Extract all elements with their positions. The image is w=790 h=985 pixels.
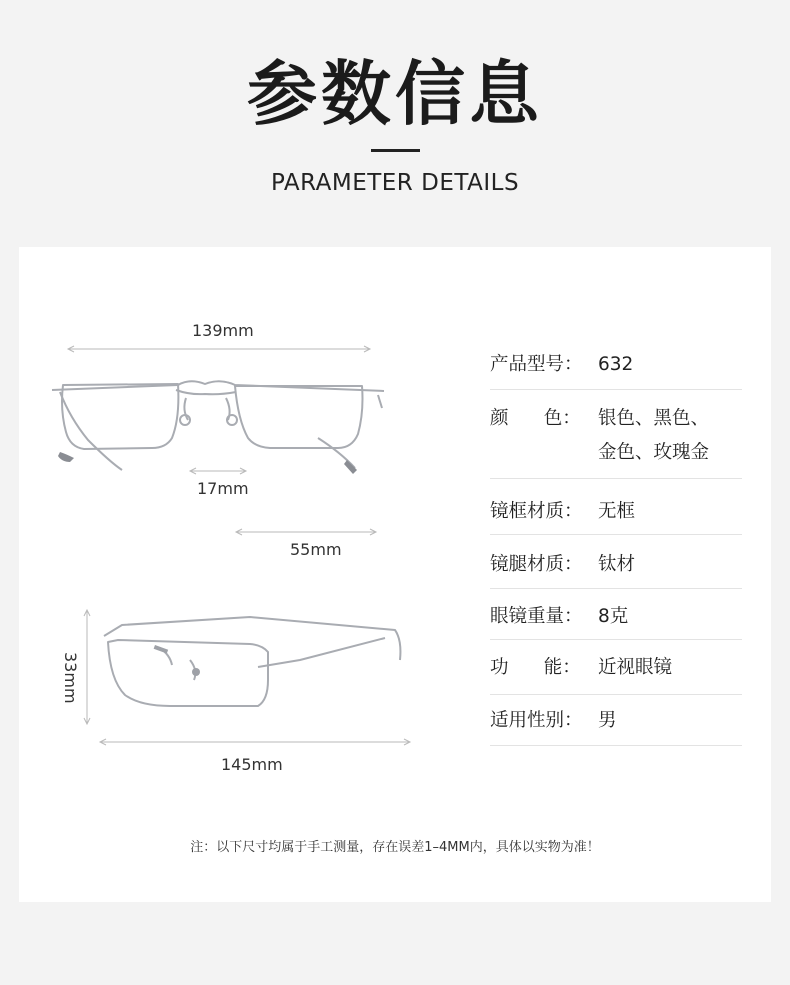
measurement-footnote: 注：以下尺寸均属于手工测量，存在误差1–4MM内，具体以实物为准！ <box>190 840 600 855</box>
spec-label: 镜框材质： <box>490 501 583 522</box>
front-frame <box>52 381 384 470</box>
spec-label: 功 能： <box>490 657 581 678</box>
spec-label: 眼镜重量： <box>490 606 583 627</box>
side-view-details <box>154 645 200 676</box>
spec-value-line: 金色、玫瑰金 <box>598 442 710 463</box>
temple-length-arrow <box>100 739 410 745</box>
bridge-arrow <box>190 468 246 474</box>
spec-value: 8克 <box>598 606 629 627</box>
spec-row-color <box>490 402 742 479</box>
spec-row-temple-material <box>490 548 742 589</box>
spec-row-weight <box>490 600 742 640</box>
spec-row-frame-material <box>490 495 742 535</box>
width-arrow <box>68 346 370 352</box>
height-arrow <box>84 610 90 724</box>
spec-value: 632 <box>598 354 634 375</box>
spec-label: 镜腿材质： <box>490 554 583 575</box>
lens-width-label: 55mm <box>290 540 342 559</box>
spec-value: 无框 <box>598 501 636 522</box>
page-title: 参数信息 <box>247 53 543 135</box>
bridge-width-label: 17mm <box>197 479 249 498</box>
total-width-label: 139mm <box>192 321 254 340</box>
spec-row-model <box>490 348 742 390</box>
spec-value-line: 银色、黑色、 <box>598 408 710 429</box>
spec-label: 颜 色： <box>490 408 581 429</box>
spec-value: 近视眼镜 <box>598 657 673 678</box>
spec-value: 钛材 <box>598 554 636 575</box>
lens-height-label: 33mm <box>61 652 80 704</box>
spec-row-gender <box>490 704 742 746</box>
spec-row-function <box>490 651 742 695</box>
temple-length-label: 145mm <box>221 755 283 774</box>
front-temple-tips <box>58 415 357 474</box>
spec-label: 产品型号： <box>490 354 583 375</box>
side-view-frame <box>104 617 400 706</box>
lens-width-arrow <box>236 529 376 535</box>
spec-label: 适用性别： <box>490 710 583 731</box>
spec-value: 男 <box>598 710 617 731</box>
page-subtitle: PARAMETER DETAILS <box>270 170 520 196</box>
